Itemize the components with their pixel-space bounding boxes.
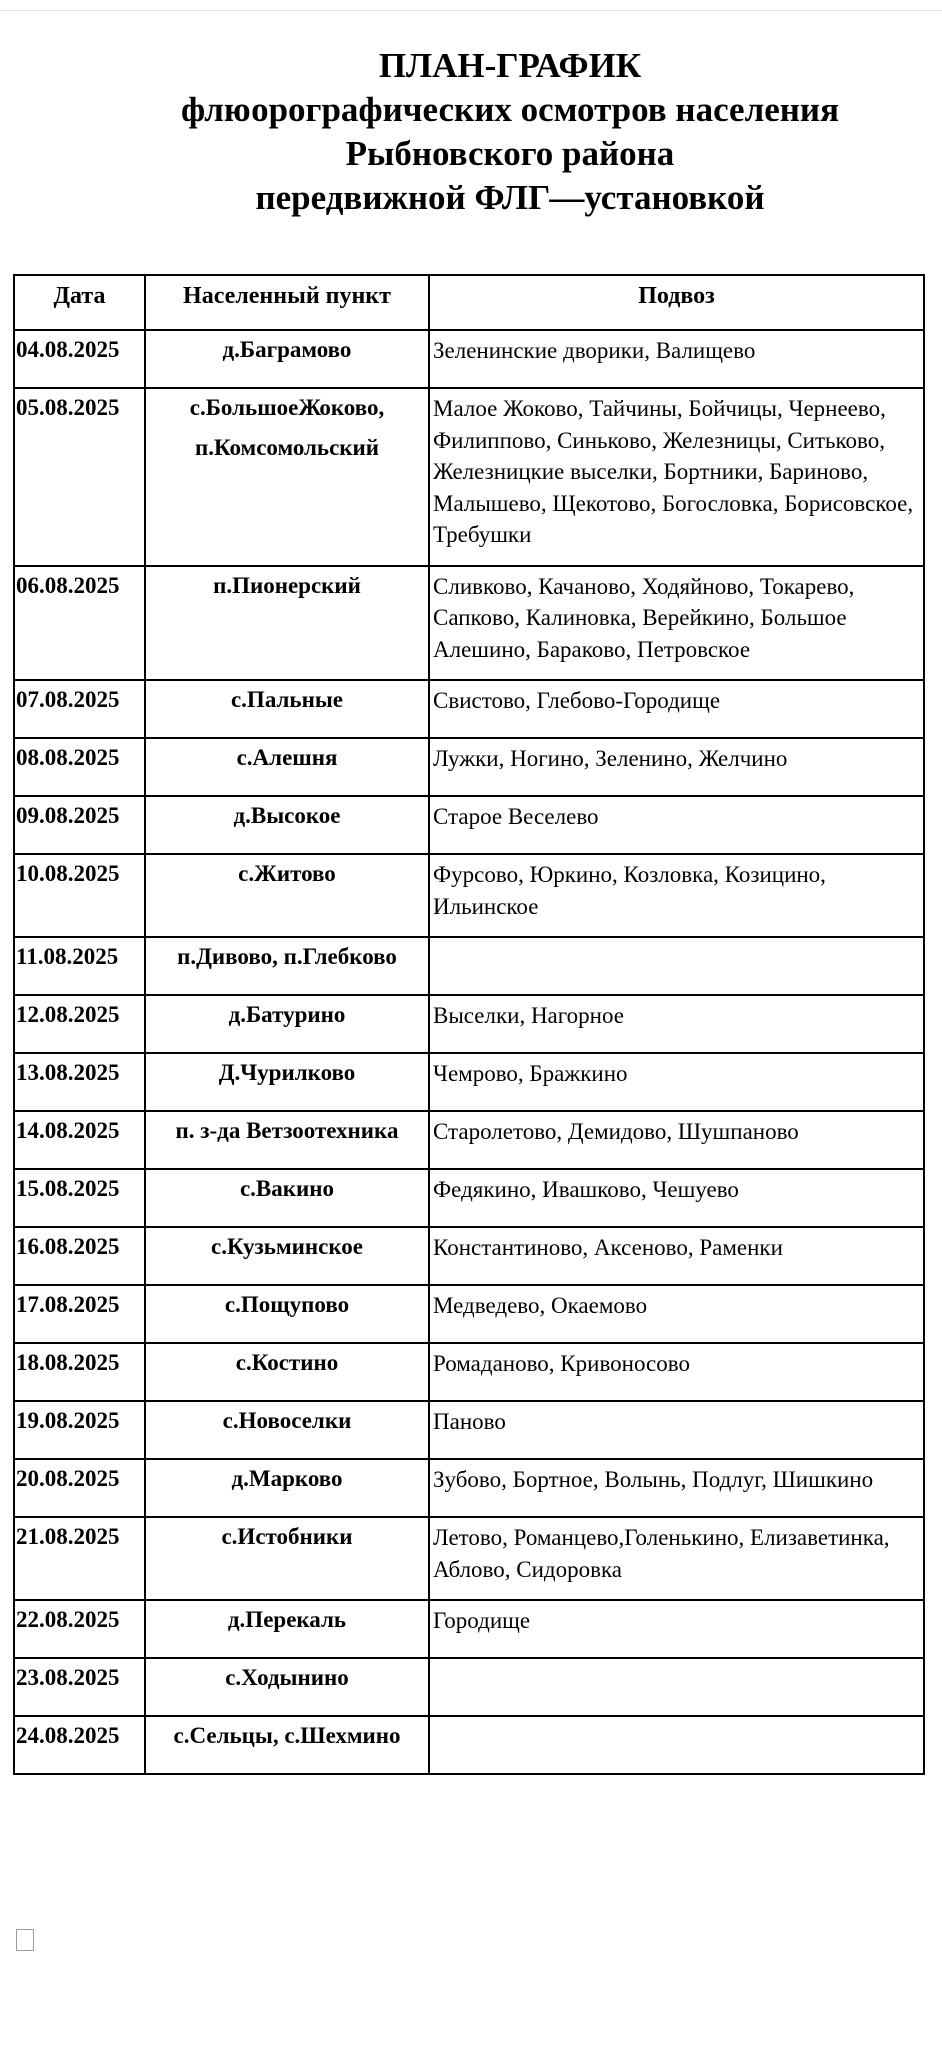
row-place bbox=[145, 1169, 429, 1227]
table-row bbox=[14, 1459, 924, 1517]
row-place-name-2: п.Комсомольский bbox=[194, 435, 380, 460]
row-place bbox=[145, 1401, 429, 1459]
row-place bbox=[145, 566, 429, 681]
row-date: 14.08.2025 bbox=[14, 1111, 145, 1169]
header-place: Населенный пункт bbox=[145, 275, 429, 330]
table-row bbox=[14, 1658, 924, 1716]
row-date: 06.08.2025 bbox=[14, 566, 145, 681]
row-date: 09.08.2025 bbox=[14, 796, 145, 854]
row-date: 17.08.2025 bbox=[14, 1285, 145, 1343]
row-place-name: Д.Чурилково bbox=[218, 1060, 356, 1085]
row-supply: Ромаданово, Кривоносово bbox=[429, 1343, 924, 1401]
title-line-1: ПЛАН-ГРАФИК bbox=[378, 46, 642, 85]
row-date: 07.08.2025 bbox=[14, 680, 145, 738]
row-place-name: с.Житово bbox=[238, 861, 336, 886]
table-row bbox=[14, 330, 924, 388]
row-date: 05.08.2025 bbox=[14, 388, 145, 566]
row-date: 23.08.2025 bbox=[14, 1658, 145, 1716]
header-date: Дата bbox=[14, 275, 145, 330]
row-supply: Чемрово, Бражкино bbox=[429, 1053, 924, 1111]
row-place bbox=[145, 738, 429, 796]
row-place bbox=[145, 1285, 429, 1343]
row-place bbox=[145, 854, 429, 937]
row-place bbox=[145, 330, 429, 388]
row-supply: Зеленинские дворики, Валищево bbox=[429, 330, 924, 388]
row-supply: Сливково, Качаново, Ходяйново, Токарево, Сапково, Калиновка, Верейкино, Большое Алешино, Бараково, Петровское bbox=[429, 566, 924, 681]
row-place-name: с.Пощупово bbox=[224, 1292, 350, 1317]
row-place bbox=[145, 1716, 429, 1774]
row-place-name: с.Кузьминское bbox=[210, 1234, 363, 1259]
row-supply: Свистово, Глебово-Городище bbox=[429, 680, 924, 738]
row-place bbox=[145, 1459, 429, 1517]
row-date: 11.08.2025 bbox=[14, 937, 145, 995]
table-row bbox=[14, 388, 924, 566]
row-place-name: с.БольшоеЖоково, bbox=[189, 395, 385, 420]
row-place bbox=[145, 937, 429, 995]
row-place bbox=[145, 680, 429, 738]
row-date: 10.08.2025 bbox=[14, 854, 145, 937]
row-supply: Паново bbox=[429, 1401, 924, 1459]
row-date: 08.08.2025 bbox=[14, 738, 145, 796]
row-place bbox=[145, 1111, 429, 1169]
table-row bbox=[14, 1716, 924, 1774]
row-supply bbox=[429, 937, 924, 995]
table-row bbox=[14, 1401, 924, 1459]
title-line-2: флюорографических осмотров населения bbox=[180, 90, 840, 129]
schedule-table bbox=[13, 274, 925, 1775]
row-supply: Константиново, Аксеново, Раменки bbox=[429, 1227, 924, 1285]
row-date: 24.08.2025 bbox=[14, 1716, 145, 1774]
row-place bbox=[145, 1517, 429, 1600]
row-place bbox=[145, 796, 429, 854]
title-line-3: Рыбновского района bbox=[345, 134, 675, 173]
row-place-name: с.Новоселки bbox=[222, 1408, 352, 1433]
table-row bbox=[14, 1343, 924, 1401]
table-row bbox=[14, 566, 924, 681]
top-divider bbox=[0, 0, 942, 11]
row-place-name: с.Сельцы, с.Шехмино bbox=[173, 1723, 401, 1748]
row-place-name: с.Истобники bbox=[221, 1524, 353, 1549]
row-supply: Летово, Романцево,Голенькино, Елизаветинка, Аблово, Сидоровка bbox=[429, 1517, 924, 1600]
row-date: 20.08.2025 bbox=[14, 1459, 145, 1517]
table-row bbox=[14, 738, 924, 796]
row-place bbox=[145, 1053, 429, 1111]
table-row bbox=[14, 680, 924, 738]
table-row bbox=[14, 854, 924, 937]
row-place-name: с.Алешня bbox=[236, 745, 338, 770]
row-place-name: п.Пионерский bbox=[213, 572, 361, 598]
row-place bbox=[145, 388, 429, 566]
title-line-4: передвижной ФЛГ—установкой bbox=[255, 178, 765, 217]
row-place-name: д.Высокое bbox=[233, 803, 341, 828]
row-date: 04.08.2025 bbox=[14, 330, 145, 388]
row-supply: Медведево, Окаемово bbox=[429, 1285, 924, 1343]
row-supply: Городище bbox=[429, 1600, 924, 1658]
row-supply: Лужки, Ногино, Зеленино, Желчино bbox=[429, 738, 924, 796]
row-supply bbox=[429, 1716, 924, 1774]
row-date: 19.08.2025 bbox=[14, 1401, 145, 1459]
row-place-name: д.Баграмово bbox=[222, 337, 352, 362]
placeholder-box-icon bbox=[16, 1929, 34, 1951]
row-supply: Зубово, Бортное, Волынь, Подлуг, Шишкино bbox=[429, 1459, 924, 1517]
row-supply bbox=[429, 1658, 924, 1716]
row-supply: Старое Веселево bbox=[429, 796, 924, 854]
row-place bbox=[145, 1343, 429, 1401]
table-row bbox=[14, 1169, 924, 1227]
row-place-name: с.Костино bbox=[235, 1350, 339, 1375]
table-row bbox=[14, 1600, 924, 1658]
row-place-name: п. з-да Ветзоотехника bbox=[175, 1118, 399, 1143]
header-supply: Подвоз bbox=[429, 275, 924, 330]
row-date: 16.08.2025 bbox=[14, 1227, 145, 1285]
row-supply: Выселки, Нагорное bbox=[429, 995, 924, 1053]
row-place-name: д.Перекаль bbox=[227, 1607, 347, 1632]
table-row bbox=[14, 1227, 924, 1285]
row-place-name: с.Вакино bbox=[239, 1176, 335, 1201]
row-supply: Фурсово, Юркино, Козловка, Козицино, Ильинское bbox=[429, 854, 924, 937]
row-date: 12.08.2025 bbox=[14, 995, 145, 1053]
row-place bbox=[145, 1658, 429, 1716]
row-place-name: д.Марково bbox=[231, 1466, 343, 1491]
row-supply: Старолетово, Демидово, Шушпаново bbox=[429, 1111, 924, 1169]
row-supply: Малое Жоково, Тайчины, Бойчицы, Чернеево, Филиппово, Синьково, Железницы, Ситьково, Железницкие выселки, Бортники, Бариново, Малышево, Щекотово, Богословка, Борисовское, Требушки bbox=[429, 388, 924, 566]
row-place bbox=[145, 1227, 429, 1285]
table-row bbox=[14, 1285, 924, 1343]
table-row bbox=[14, 937, 924, 995]
row-date: 22.08.2025 bbox=[14, 1600, 145, 1658]
row-date: 13.08.2025 bbox=[14, 1053, 145, 1111]
table-header-row bbox=[14, 275, 924, 330]
row-place-name: с.Ходынино bbox=[225, 1665, 349, 1690]
table-row bbox=[14, 796, 924, 854]
row-date: 21.08.2025 bbox=[14, 1517, 145, 1600]
row-supply: Федякино, Ивашково, Чешуево bbox=[429, 1169, 924, 1227]
row-place-name: с.Пальные bbox=[230, 687, 344, 712]
table-row bbox=[14, 1053, 924, 1111]
row-date: 15.08.2025 bbox=[14, 1169, 145, 1227]
row-place-name: д.Батурино bbox=[228, 1002, 346, 1027]
row-date: 18.08.2025 bbox=[14, 1343, 145, 1401]
document-title bbox=[60, 44, 942, 220]
table-row bbox=[14, 995, 924, 1053]
table-row bbox=[14, 1517, 924, 1600]
row-place bbox=[145, 995, 429, 1053]
table-row bbox=[14, 1111, 924, 1169]
row-place-name: п.Дивово, п.Глебково bbox=[177, 944, 397, 969]
row-place bbox=[145, 1600, 429, 1658]
